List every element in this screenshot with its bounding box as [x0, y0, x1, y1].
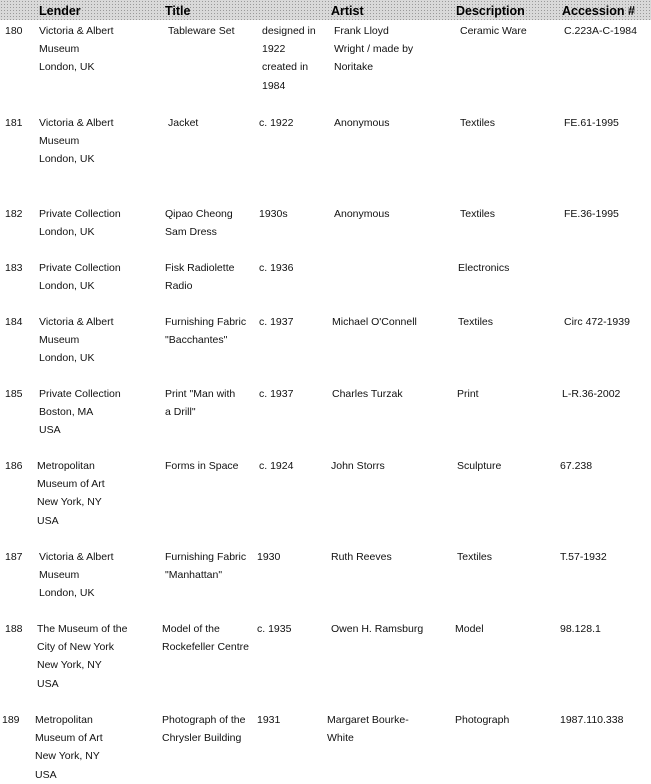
table-header [0, 0, 651, 20]
cell-line: USA [37, 514, 59, 527]
artist-cell [334, 22, 413, 77]
cell-line: "Bacchantes" [165, 334, 228, 347]
cell-line: C.223A-C-1984 [564, 25, 637, 37]
description-cell [457, 457, 501, 475]
cell-line: Textiles [460, 117, 496, 129]
cell-line: 188 [5, 623, 23, 635]
description-cell [460, 114, 495, 132]
cell-line: Michael O'Connell [332, 316, 417, 328]
cell-line: 184 [5, 316, 23, 328]
cell-line: Forms in Space [165, 460, 239, 472]
header-title: Title [165, 4, 191, 18]
artist-cell [332, 313, 417, 331]
cell-line: Qipao Cheong [165, 208, 233, 220]
accession-cell [564, 114, 619, 132]
row-number [2, 711, 20, 729]
row-number [5, 114, 23, 132]
row-number [5, 385, 23, 403]
row-number [5, 259, 23, 277]
cell-line: Photograph [455, 714, 510, 726]
cell-line: Sam Dress [165, 226, 217, 239]
title-cell [162, 620, 249, 656]
cell-line: City of New York [37, 641, 115, 654]
cell-line: Charles Turzak [332, 388, 403, 400]
cell-line: Tableware Set [168, 25, 235, 37]
cell-line: T.57-1932 [560, 551, 607, 563]
cell-line: 1930s [259, 208, 288, 220]
cell-line: London, UK [39, 226, 95, 239]
title-cell [165, 259, 234, 295]
cell-line: FE.61-1995 [564, 117, 619, 129]
cell-line: Victoria & Albert [39, 25, 114, 37]
artist-cell [331, 457, 385, 475]
cell-line: Photograph of the [162, 714, 246, 726]
description-cell [458, 313, 493, 331]
title-cell [165, 205, 233, 241]
cell-line: Owen H. Ramsburg [331, 623, 424, 635]
lender-cell [39, 259, 121, 295]
accession-cell [560, 457, 592, 475]
cell-line: c. 1937 [259, 316, 294, 328]
date-cell [257, 548, 280, 566]
title-cell [165, 548, 246, 584]
lender-cell [39, 114, 114, 169]
accession-cell [564, 205, 619, 223]
cell-line: c. 1935 [257, 623, 292, 635]
cell-line: Museum [39, 43, 80, 56]
cell-line: Fisk Radiolette [165, 262, 235, 274]
title-cell [165, 313, 246, 349]
artist-cell [332, 385, 403, 403]
cell-line: Metropolitan [35, 714, 93, 726]
cell-line: Museum [39, 334, 80, 347]
cell-line: c. 1936 [259, 262, 294, 274]
lender-cell [37, 457, 105, 530]
cell-line: Victoria & Albert [39, 117, 114, 129]
cell-line: Model [455, 623, 484, 635]
header-lender: Lender [39, 4, 81, 18]
cell-line: USA [35, 768, 57, 781]
cell-line: Textiles [458, 316, 494, 328]
cell-line: Margaret Bourke- [327, 714, 409, 726]
cell-line: Chrysler Building [162, 732, 242, 745]
cell-line: Wright / made by [334, 43, 414, 56]
artist-cell [327, 711, 409, 747]
row-number [5, 548, 23, 566]
row-number [5, 22, 23, 40]
cell-line: 186 [5, 460, 23, 472]
cell-line: Furnishing Fabric [165, 316, 247, 328]
row-number [5, 620, 23, 638]
date-cell [257, 620, 291, 638]
cell-line: L-R.36-2002 [562, 388, 621, 400]
lender-cell [39, 22, 114, 77]
description-cell [455, 711, 509, 729]
cell-line: Electronics [458, 262, 510, 274]
cell-line: Private Collection [39, 208, 121, 220]
description-cell [457, 385, 479, 403]
date-cell [259, 259, 293, 277]
cell-line: Museum of Art [37, 478, 105, 491]
header-accession: Accession # [562, 4, 635, 18]
lender-cell [39, 313, 114, 368]
accession-cell [560, 548, 607, 566]
cell-line: 183 [5, 262, 23, 274]
cell-line: London, UK [39, 153, 95, 166]
cell-line: Frank Lloyd [334, 25, 389, 37]
cell-line: Print [457, 388, 479, 400]
header-description: Description [456, 4, 525, 18]
description-cell [455, 620, 484, 638]
cell-line: Jacket [168, 117, 199, 129]
row-number [5, 457, 23, 475]
cell-line: Ceramic Ware [460, 25, 527, 37]
cell-line: Model of the [162, 623, 220, 635]
cell-line: 98.128.1 [560, 623, 601, 635]
cell-line: Sculpture [457, 460, 502, 472]
row-number [5, 313, 23, 331]
cell-line: Metropolitan [37, 460, 95, 472]
cell-line: Circ 472-1939 [564, 316, 630, 328]
cell-line: 181 [5, 117, 23, 129]
lender-cell [35, 711, 103, 784]
cell-line: USA [37, 677, 59, 690]
cell-line: Anonymous [334, 208, 390, 220]
cell-line: created in [262, 61, 309, 74]
cell-line: USA [39, 424, 61, 437]
cell-line: c. 1924 [259, 460, 294, 472]
cell-line: 67.238 [560, 460, 593, 472]
date-cell [259, 385, 293, 403]
cell-line: London, UK [39, 587, 95, 600]
cell-line: Textiles [457, 551, 493, 563]
cell-line: 185 [5, 388, 23, 400]
cell-line: London, UK [39, 61, 95, 74]
date-cell [262, 22, 316, 95]
cell-line: Anonymous [334, 117, 390, 129]
date-cell [259, 205, 288, 223]
title-cell [165, 457, 239, 475]
cell-line: 189 [2, 714, 20, 726]
cell-line: FE.36-1995 [564, 208, 619, 220]
cell-line: 180 [5, 25, 23, 37]
cell-line: c. 1922 [259, 117, 294, 129]
title-cell [168, 114, 198, 132]
cell-line: Private Collection [39, 262, 121, 274]
header-artist: Artist [331, 4, 364, 18]
artist-cell [331, 620, 423, 638]
cell-line: New York, NY [37, 496, 102, 509]
cell-line: c. 1937 [259, 388, 294, 400]
cell-line: 1930 [257, 551, 281, 563]
accession-cell [562, 385, 620, 403]
cell-line: designed in [262, 25, 316, 37]
cell-line: New York, NY [35, 750, 100, 763]
lender-cell [39, 385, 121, 440]
accession-cell [560, 620, 601, 638]
cell-line: 1984 [262, 79, 286, 92]
cell-line: John Storrs [331, 460, 385, 472]
description-cell [457, 548, 492, 566]
accession-cell [564, 22, 637, 40]
cell-line: Rockefeller Centre [162, 641, 249, 654]
cell-line: The Museum of the [37, 623, 128, 635]
description-cell [460, 205, 495, 223]
cell-line: Ruth Reeves [331, 551, 392, 563]
cell-line: 1931 [257, 714, 281, 726]
description-cell [458, 259, 509, 277]
description-cell [460, 22, 527, 40]
lender-cell [37, 620, 127, 693]
cell-line: White [327, 732, 354, 745]
title-cell [165, 385, 235, 421]
cell-line: Radio [165, 280, 193, 293]
cell-line: Private Collection [39, 388, 121, 400]
artist-cell [331, 548, 392, 566]
date-cell [257, 711, 280, 729]
cell-line: London, UK [39, 352, 95, 365]
cell-line: 182 [5, 208, 23, 220]
artist-cell [334, 205, 389, 223]
cell-line: New York, NY [37, 659, 102, 672]
cell-line: Victoria & Albert [39, 551, 114, 563]
cell-line: a Drill" [165, 406, 196, 419]
cell-line: London, UK [39, 280, 95, 293]
cell-line: 1922 [262, 43, 286, 56]
cell-line: Victoria & Albert [39, 316, 114, 328]
cell-line: Print "Man with [165, 388, 236, 400]
cell-line: Boston, MA [39, 406, 94, 419]
lender-cell [39, 205, 121, 241]
date-cell [259, 114, 293, 132]
cell-line: "Manhattan" [165, 569, 223, 582]
title-cell [162, 711, 245, 747]
cell-line: Textiles [460, 208, 496, 220]
date-cell [259, 313, 293, 331]
cell-line: Furnishing Fabric [165, 551, 247, 563]
accession-cell [560, 711, 623, 729]
date-cell [259, 457, 293, 475]
accession-cell [564, 313, 630, 331]
artist-cell [334, 114, 389, 132]
cell-line: 1987.110.338 [560, 714, 624, 726]
row-number [5, 205, 23, 223]
cell-line: Museum of Art [35, 732, 103, 745]
title-cell [168, 22, 235, 40]
cell-line: Museum [39, 135, 80, 148]
cell-line: Noritake [334, 61, 374, 74]
cell-line: 187 [5, 551, 23, 563]
cell-line: Museum [39, 569, 80, 582]
lender-cell [39, 548, 114, 603]
